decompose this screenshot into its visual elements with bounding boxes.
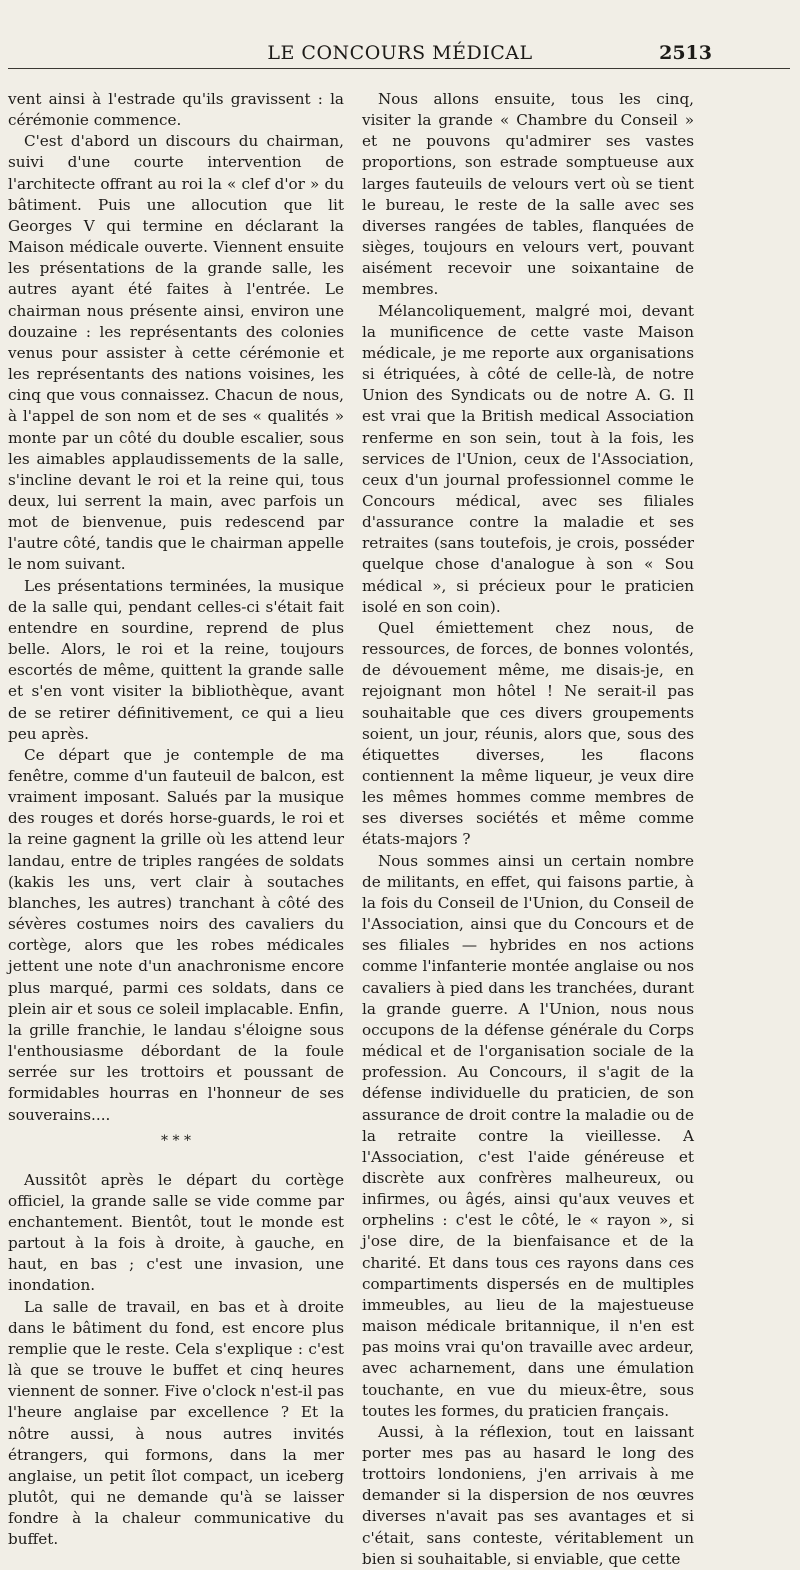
paragraph: La salle de travail, en bas et à droite dans le bâtiment du fond, est encore plus remplie que le reste. Cela s'explique : c'est là que se trouve le buffet et cinq heures viennent de sonner. Five o'clock n'est-il pas l'heure anglaise par excellence ? Et la nôtre aussi, à nous autres invités étrangers, qui formons, dans la mer anglaise, un petit îlot compact, un iceberg plutôt, qui ne demande qu'à se laisser fondre à la chaleur communicative du buffet. <box>8 1297 344 1549</box>
paragraph: Mélancoliquement, malgré moi, devant la munificence de cette vaste Maison médicale, je me reporte aux organisations si étriquées, à côté de celle-là, de notre Union des Syndicats ou de notre A. G. Il est vrai que la British medical Association renferme en son sein, tout à la fois, les services de l'Union, ceux de l'Association, ceux d'un journal professionnel comme le Concours médical, avec ses filiales d'assurance contre la maladie et ses retraites (sans toutefois, je crois, posséder quelque chose d'analogue à son « Sou médical », si précieux pour le praticien isolé en son coin). <box>362 301 694 616</box>
header-rule <box>8 68 790 69</box>
paragraph: Ce départ que je contemple de ma fenêtre, comme d'un fauteuil de balcon, est vraiment imposant. Salués par la musique des rouges et dorés horse-guards, le roi et la reine gagnent la grille où les attend leur landau, entre de triples rangées de soldats (kakis les uns, vert clair à soutaches blanches, les autres) tranchant à côté des sévères costumes noirs des cavaliers du cortège, alors que les robes médicales jettent une note d'un anachronisme encore plus marqué, parmi ces soldats, dans ce plein air et sous ce soleil implacable. Enfin, la grille franchie, le landau s'éloigne sous l'enthousiasme débordant de la foule serrée sur les trottoirs et poussant de formidables hourras en l'honneur de ses souverains.... <box>8 745 344 1124</box>
paragraph: Nous sommes ainsi un certain nombre de militants, en effet, qui faisons partie, à la fois du Conseil de l'Union, du Conseil de l'Association, ainsi que du Concours et de ses filiales — hybrides en nos actions comme l'infanterie montée anglaise ou nos cavaliers à pied dans les tranchées, durant la grande guerre. A l'Union, nous nous occupons de la défense générale du Corps médical et de l'organisation sociale de la profession. Au Concours, il s'agit de la défense individuelle du praticien, de son assurance de droit contre la maladie ou de la retraite contre la vieillesse. A l'Association, c'est l'aide généreuse et discrète aux confrères malheureux, ou infirmes, ou âgés, ainsi qu'aux veuves et orphelins : c'est le côté, le « rayon », si j'ose dire, de la bienfaisance et de la charité. Et dans tous ces rayons dans ces compartiments dispersés en de multiples immeubles, au lieu de la majestueuse maison médicale britannique, il n'en est pas moins vrai qu'on travaille avec ardeur, avec acharnement, dans une émulation touchante, en vue du mieux-être, sous toutes les formes, du praticien français. <box>362 851 694 1420</box>
right-column <box>362 89 694 1570</box>
paragraph: Aussitôt après le départ du cortège officiel, la grande salle se vide comme par enchantement. Bientôt, tout le monde est partout à la fois à droite, à gauche, en haut, en bas ; c'est une invasion, une inondation. <box>8 1170 344 1295</box>
paragraph: Quel émiettement chez nous, de ressources, de forces, de bonnes volontés, de dévouement même, me disais-je, en rejoignant mon hôtel ! Ne serait-il pas souhaitable que ces divers groupements soient, un jour, réunis, alors que, sous des étiquettes diverses, les flacons contiennent la même liqueur, je veux dire les mêmes hommes comme membres de ses diverses sociétés et même comme états-majors ? <box>362 618 694 849</box>
section-separator-asterism: * * * <box>161 1132 191 1149</box>
paragraph: Aussi, à la réflexion, tout en laissant porter mes pas au hasard le long des trottoirs londoniens, j'en arrivais à me demander si la dispersion de nos œuvres diverses n'avait pas ses avantages et si c'était, sans conteste, véritablement un bien si souhaitable, si enviable, que cette <box>362 1422 694 1568</box>
page-number: 2513 <box>659 42 712 64</box>
page-header <box>0 40 800 76</box>
paragraph: C'est d'abord un discours du chairman, suivi d'une courte intervention de l'architecte offrant au roi la « clef d'or » du bâtiment. Puis une allocution que lit Georges V qui termine en déclarant la Maison médicale ouverte. Viennent ensuite les présentations de la grande salle, les autres ayant été faites à l'entrée. Le chairman nous présente ainsi, environ une douzaine : les représentants des colonies venus pour assister à cette cérémonie et les représentants des nations voisines, les cinq que vous connaissez. Chacun de nous, à l'appel de son nom et de ses « qualités » monte par un côté du double escalier, sous les aimables applaudissements de la salle, s'incline devant le roi et la reine qui, tous deux, lui serrent la main, avec parfois un mot de bienvenue, puis redescend par l'autre côté, tandis que le chairman appelle le nom suivant. <box>8 132 344 574</box>
paragraph: Les présentations terminées, la musique de la salle qui, pendant celles-ci s'était fait entendre en sourdine, reprend de plus belle. Alors, le roi et la reine, toujours escortés de même, quittent la grande salle et s'en vont visiter la bibliothèque, avant de se retirer définitivement, ce qui a lieu peu après. <box>8 576 344 743</box>
paragraph: Nous allons ensuite, tous les cinq, visiter la grande « Chambre du Conseil » et ne pouvons qu'admirer ses vastes proportions, son estrade somptueuse aux larges fauteuils de velours vert où se tient le bureau, le reste de la salle avec ses diverses rangées de tables, flanquées de sièges, toujours en velours vert, pouvant aisément recevoir une soixantaine de membres. <box>362 90 694 299</box>
paragraph: vent ainsi à l'estrade qu'ils gravissent : la cérémonie commence. <box>8 90 344 130</box>
running-title: LE CONCOURS MÉDICAL <box>267 42 533 64</box>
left-column <box>8 89 344 1550</box>
